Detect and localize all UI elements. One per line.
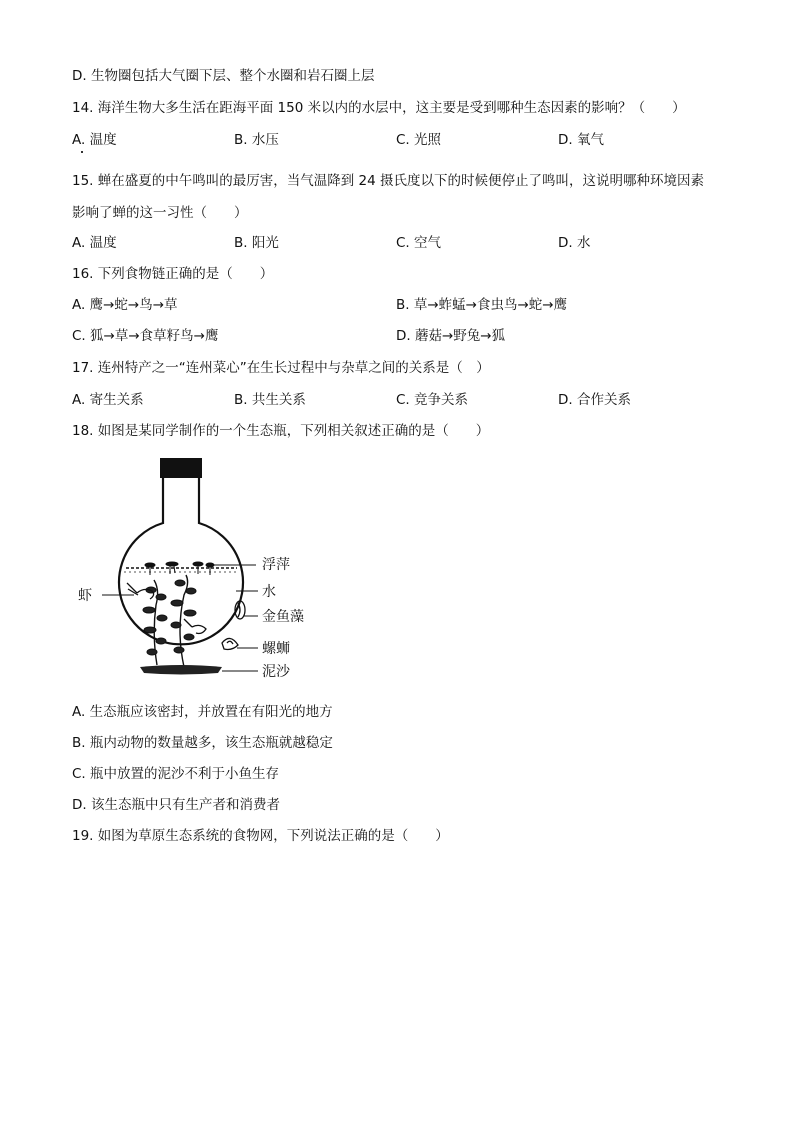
q18-option-a: A. 生态瓶应该密封，并放置在有阳光的地方: [72, 704, 333, 720]
q14-options: [72, 130, 752, 150]
label-water: 水: [262, 584, 276, 600]
label-duckweed: 浮萍: [262, 557, 290, 573]
q15-option-d: D. 水: [558, 235, 591, 251]
q17-option-a: A. 寄生关系: [72, 392, 144, 408]
q17-option-c: C. 竞争关系: [396, 392, 469, 408]
q14-option-b: B. 水压: [234, 132, 279, 148]
q14-stem: 14. 海洋生物大多生活在距海平面 150 米以内的水层中，这主要是受到哪种生态因素的影响？（ ）: [72, 100, 686, 116]
q18-option-d: D. 该生态瓶中只有生产者和消费者: [72, 797, 280, 813]
q15-options: [72, 233, 752, 253]
q16-options-row1: [72, 295, 752, 315]
ecological-bottle-figure: [72, 455, 342, 685]
stray-dot: [81, 151, 83, 153]
label-snail: 螺蛳: [262, 641, 290, 657]
q16-options-row2: [72, 326, 752, 346]
q17-stem: 17. 连州特产之一“连州菜心”在生长过程中与杂草之间的关系是（ ）: [72, 360, 490, 376]
q14-option-a: A. 温度: [72, 132, 117, 148]
q16-option-d: D. 蘑菇→野兔→狐: [396, 328, 506, 344]
hornwort-icon: [143, 575, 196, 667]
q15-stem-line1: 15. 蝉在盛夏的中午鸣叫的最厉害，当气温降到 24 摄氏度以下的时候便停止了鸣叫，这说明哪种环境因素: [72, 173, 705, 189]
q15-stem-line2: 影响了蝉的这一习性（ ）: [72, 205, 248, 221]
label-shrimp: 虾: [78, 588, 92, 604]
q16-option-a: A. 鹰→蛇→鸟→草: [72, 297, 178, 313]
q15-option-b: B. 阳光: [234, 235, 279, 251]
q14-option-c: C. 光照: [396, 132, 442, 148]
q18-option-c: C. 瓶中放置的泥沙不利于小鱼生存: [72, 766, 280, 782]
label-hornwort: 金鱼藻: [262, 609, 304, 625]
q17-option-d: D. 合作关系: [558, 392, 631, 408]
snail-icon: [222, 638, 238, 649]
q17-options: [72, 390, 752, 410]
sand-layer: [140, 665, 222, 675]
q18-stem: 18. 如图是某同学制作的一个生态瓶，下列相关叙述正确的是（ ）: [72, 423, 490, 439]
q16-option-c: C. 狐→草→食草籽鸟→鹰: [72, 328, 219, 344]
q14-option-d: D. 氧气: [558, 132, 604, 148]
label-sand: 泥沙: [262, 664, 290, 680]
q13-option-d: D. 生物圈包括大气圈下层、整个水圈和岩石圈上层: [72, 68, 375, 84]
q18-option-b: B. 瓶内动物的数量越多，该生态瓶就越稳定: [72, 735, 333, 751]
bottle-stopper: [160, 458, 202, 478]
q16-option-b: B. 草→蚱蜢→食虫鸟→蛇→鹰: [396, 297, 568, 313]
q16-stem: 16. 下列食物链正确的是（ ）: [72, 266, 274, 282]
q19-stem: 19. 如图为草原生态系统的食物网，下列说法正确的是（ ）: [72, 828, 449, 844]
q15-option-a: A. 温度: [72, 235, 117, 251]
q17-option-b: B. 共生关系: [234, 392, 306, 408]
q15-option-c: C. 空气: [396, 235, 442, 251]
